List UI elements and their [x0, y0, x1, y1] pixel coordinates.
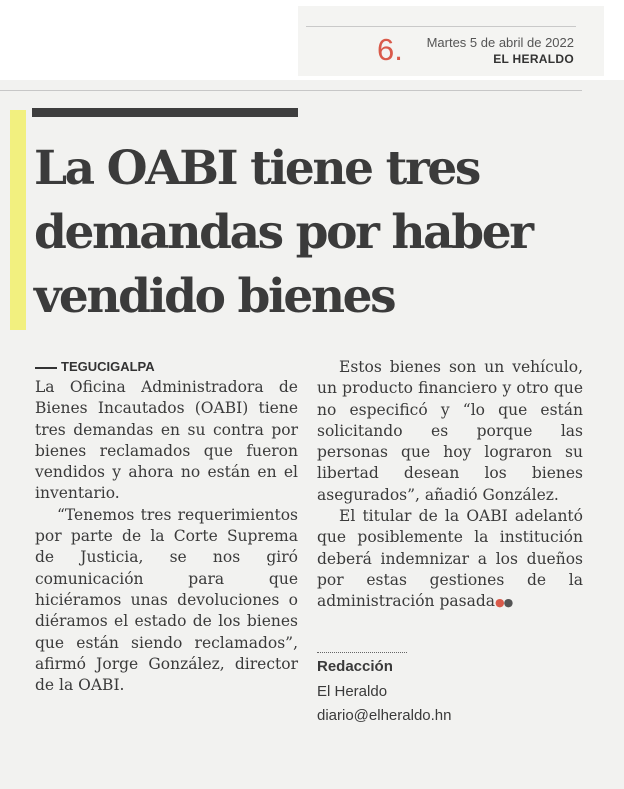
- paragraph: Estos bienes son un vehículo, un producto financiero y otro que no especificó y “lo que están solicitando es porque las personas que hoy lograron su libertad desean los bienes asegurados”, añadió González.: [317, 358, 583, 504]
- article-column-left: [35, 357, 298, 696]
- newspaper-name: EL HERALDO: [493, 52, 574, 66]
- byline: Redacción: [317, 658, 393, 675]
- article-column-right: [317, 357, 583, 614]
- signature-rule: [317, 652, 407, 653]
- header-rule: [306, 26, 576, 27]
- dateline: TEGUCIGALPA: [35, 357, 298, 377]
- end-mark-icon: ●●: [495, 596, 513, 610]
- paragraph: La Oficina Administradora de Bienes Incautados (OABI) tiene tres demandas en su contra por bienes reclamados que fueron vendidos y ahora no están en el inventario.: [35, 378, 298, 503]
- issue-date: Martes 5 de abril de 2022: [426, 35, 574, 50]
- outlet-name: El Heraldo: [317, 683, 388, 700]
- page-number: 6.: [377, 32, 403, 67]
- headline: La OABI tiene tres demandas por haber vendido bienes: [34, 141, 532, 324]
- email-address: diario@elheraldo.hn: [317, 707, 452, 724]
- paragraph-last: El titular de la OABI adelantó que posiblemente la institución deberá indemnizar a los dueños por estas gestiones de la administración pasada●●: [317, 507, 583, 611]
- paragraph: “Tenemos tres requerimientos por parte de la Corte Suprema de Justicia, se nos giró comunicación para que hiciéramos unas devoluciones o diéramos el estado de los bienes que están siendo reclamados”, afirmó Jorge González, director de la OABI.: [35, 505, 298, 695]
- headline-bar: [32, 108, 298, 117]
- top-rule: [0, 90, 582, 91]
- highlighter-mark: [10, 110, 26, 330]
